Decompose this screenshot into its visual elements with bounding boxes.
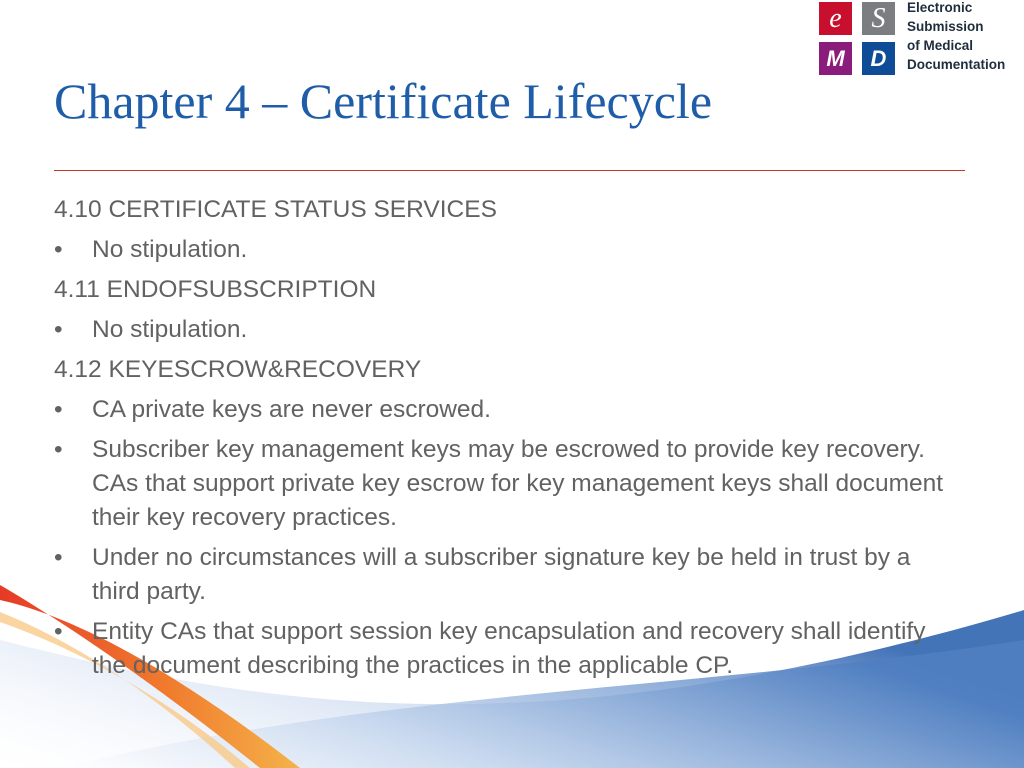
bullet-marker: • bbox=[54, 396, 63, 423]
slide-body bbox=[54, 193, 964, 689]
logo-text-line: Submission bbox=[907, 19, 984, 34]
logo-d-tile: D bbox=[862, 42, 895, 75]
bullet-item bbox=[54, 313, 964, 347]
bullet-marker: • bbox=[54, 316, 63, 343]
title-divider bbox=[54, 170, 965, 171]
logo-text-line: of Medical bbox=[907, 38, 974, 53]
bullet-item bbox=[54, 433, 964, 535]
bullet-text: CA private keys are never escrowed. bbox=[92, 396, 491, 423]
bullet-item bbox=[54, 615, 964, 683]
bullet-marker: • bbox=[54, 436, 63, 463]
bullet-text: Subscriber key management keys may be escrowed to provide key recovery. CAs that support private key escrow for key management keys shall document their key recovery practices. bbox=[92, 436, 944, 531]
bullet-text: Entity CAs that support session key encapsulation and recovery shall identify the document describing the practices in the applicable CP. bbox=[92, 618, 926, 679]
bullet-item bbox=[54, 541, 964, 609]
section-heading: 4.10 CERTIFICATE STATUS SERVICES bbox=[54, 196, 497, 223]
section-heading: 4.11 ENDOFSUBSCRIPTION bbox=[54, 276, 377, 303]
logo-text-line: Electronic bbox=[907, 0, 973, 15]
bullet-marker: • bbox=[54, 618, 63, 645]
bullet-text: No stipulation. bbox=[92, 236, 248, 263]
bullet-item bbox=[54, 233, 964, 267]
bullet-text: Under no circumstances will a subscriber signature key be held in trust by a third party. bbox=[92, 544, 911, 605]
slide-title: Chapter 4 – Certificate Lifecycle bbox=[54, 73, 713, 129]
logo-m-tile: M bbox=[819, 42, 852, 75]
section-heading: 4.12 KEYESCROW&RECOVERY bbox=[54, 356, 422, 383]
bullet-item bbox=[54, 393, 964, 427]
bullet-marker: • bbox=[54, 236, 63, 263]
logo-text-line: Documentation bbox=[907, 57, 1006, 72]
logo-s-tile: S bbox=[862, 2, 895, 35]
bullet-marker: • bbox=[54, 544, 63, 571]
logo-e-tile: e bbox=[819, 2, 852, 35]
bullet-text: No stipulation. bbox=[92, 316, 248, 343]
logo-wordmark bbox=[907, 0, 1005, 74]
esmd-logo bbox=[819, 0, 1024, 78]
